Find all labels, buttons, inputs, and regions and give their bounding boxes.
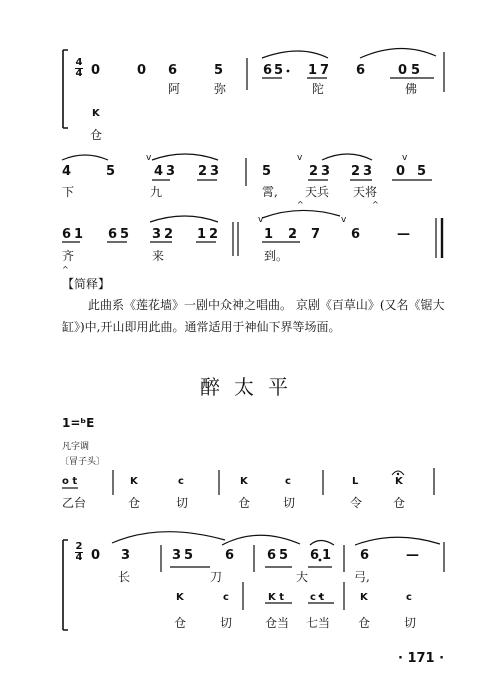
svg-text:^: ^ xyxy=(62,265,69,274)
svg-text:v: v xyxy=(258,215,264,225)
time-signature: 2 4 xyxy=(75,541,83,563)
note: 3 xyxy=(321,164,331,179)
note: 1 xyxy=(74,227,84,242)
lyric: 长 xyxy=(118,570,131,584)
note: 5 xyxy=(184,548,194,563)
note: 3 xyxy=(152,227,162,242)
note: 5 xyxy=(274,63,284,78)
note: 0 xyxy=(396,164,406,179)
piece-title: 醉太平 xyxy=(200,375,302,399)
note: 5 xyxy=(120,227,130,242)
note: 0 xyxy=(398,63,408,78)
percussion-mark: K xyxy=(92,108,100,119)
percussion-mark: c xyxy=(223,592,229,603)
note: 5 xyxy=(279,548,289,563)
percussion-syllable: 仓 xyxy=(128,496,141,510)
note: 6 xyxy=(263,63,273,78)
note: — xyxy=(406,548,419,563)
note: 4 xyxy=(62,164,72,179)
note: 1 xyxy=(264,227,274,242)
note: 2 xyxy=(288,227,298,242)
percussion-mark: c xyxy=(406,592,412,603)
percussion-syllable: 切 xyxy=(404,616,417,630)
note-text-line-2: 缸》)中,开山即用此曲。通常适用于神仙下界等场面。 xyxy=(62,320,341,334)
note: 5 xyxy=(262,164,272,179)
note: 7 xyxy=(320,63,330,78)
percussion-syllable: 乙台 xyxy=(62,496,87,510)
svg-text:v: v xyxy=(402,153,408,163)
note: 6 xyxy=(267,548,277,563)
key-signature: 1=ᵇE xyxy=(62,416,95,430)
note: 6 xyxy=(225,548,235,563)
mode-label: 凡字调 xyxy=(62,442,90,452)
lyric: 弓, xyxy=(354,570,370,584)
note: 4 xyxy=(154,164,164,179)
note: 3 xyxy=(210,164,220,179)
note: 6 xyxy=(310,548,320,563)
svg-text:v: v xyxy=(341,215,347,225)
note: 2 xyxy=(351,164,361,179)
percussion-syllable: 切 xyxy=(176,496,189,510)
note-heading: 【简释】 xyxy=(62,277,111,291)
note: 6 xyxy=(360,548,370,563)
lyric: 陀 xyxy=(312,82,325,96)
lyric: 刀 xyxy=(210,570,223,584)
svg-text:^: ^ xyxy=(297,200,304,209)
note: 5 xyxy=(417,164,427,179)
note: 6 xyxy=(62,227,72,242)
percussion-mark: o t xyxy=(62,476,78,487)
lyric: 佛 xyxy=(405,82,418,96)
percussion-syllable: 仓 xyxy=(393,496,406,510)
percussion-syllable: 切 xyxy=(220,616,233,630)
lyric: 霄, xyxy=(262,185,278,199)
note: 3 xyxy=(121,548,131,563)
note: 3 xyxy=(172,548,182,563)
intro-label: 〔冒子头〕 xyxy=(60,457,106,467)
note: 2 xyxy=(164,227,174,242)
note: 7 xyxy=(311,227,321,242)
note: 3 xyxy=(363,164,373,179)
time-signature: 4 4 xyxy=(75,57,83,79)
lyric: 天兵 xyxy=(305,185,330,199)
note: 6 xyxy=(351,227,361,242)
percussion-syllable: 仓 xyxy=(90,128,103,142)
note: 1 xyxy=(197,227,207,242)
percussion-mark: c xyxy=(178,476,184,487)
percussion-syllable: 仓 xyxy=(174,616,187,630)
percussion-syllable: 仓 xyxy=(358,616,371,630)
svg-text:^: ^ xyxy=(372,200,379,209)
note: 5 xyxy=(411,63,421,78)
percussion-syllable: 仓当 xyxy=(265,616,290,630)
percussion-mark: K xyxy=(130,476,138,487)
percussion-mark: L xyxy=(352,476,359,487)
lyric: 弥 xyxy=(214,82,227,96)
note: 5 xyxy=(106,164,116,179)
percussion-mark: K xyxy=(395,476,403,487)
lyric: 下 xyxy=(62,185,75,199)
percussion-mark: K xyxy=(240,476,248,487)
note: 0 xyxy=(91,63,101,78)
lyric: 大 xyxy=(296,570,309,584)
percussion-syllable: 切 xyxy=(283,496,296,510)
svg-text:v: v xyxy=(297,153,303,163)
note: 1 xyxy=(308,63,318,78)
percussion-mark: c xyxy=(285,476,291,487)
percussion-mark: K t xyxy=(268,592,285,603)
lyric: 九 xyxy=(150,185,163,199)
svg-text:v: v xyxy=(146,153,152,163)
note: 6 xyxy=(108,227,118,242)
note: 0 xyxy=(137,63,147,78)
percussion-mark: K xyxy=(176,592,184,603)
page-number: · 171 · xyxy=(398,651,445,666)
percussion-syllable: 七当 xyxy=(306,616,331,630)
lyric: 阿 xyxy=(168,82,181,96)
percussion-mark: K xyxy=(360,592,368,603)
percussion-syllable: 令 xyxy=(350,496,363,510)
note: 6 xyxy=(356,63,366,78)
lyric: 到。 xyxy=(264,249,289,263)
note: 6 xyxy=(168,63,178,78)
lyric: 天将 xyxy=(353,185,378,199)
lyric: 来 xyxy=(152,249,165,263)
note: 2 xyxy=(198,164,208,179)
note-text-line-1: 此曲系《莲花墙》一剧中众神之唱曲。 京剧《百草山》(又名《锯大 xyxy=(88,298,445,312)
percussion-syllable: 仓 xyxy=(238,496,251,510)
note: 0 xyxy=(91,548,101,563)
percussion-mark: c t xyxy=(310,592,325,603)
note: 2 xyxy=(209,227,219,242)
note: 1 xyxy=(322,548,332,563)
lyric: 齐 xyxy=(62,249,75,263)
note: 3 xyxy=(166,164,176,179)
note: — xyxy=(397,227,410,242)
note: 2 xyxy=(309,164,319,179)
note: 5 xyxy=(214,63,224,78)
